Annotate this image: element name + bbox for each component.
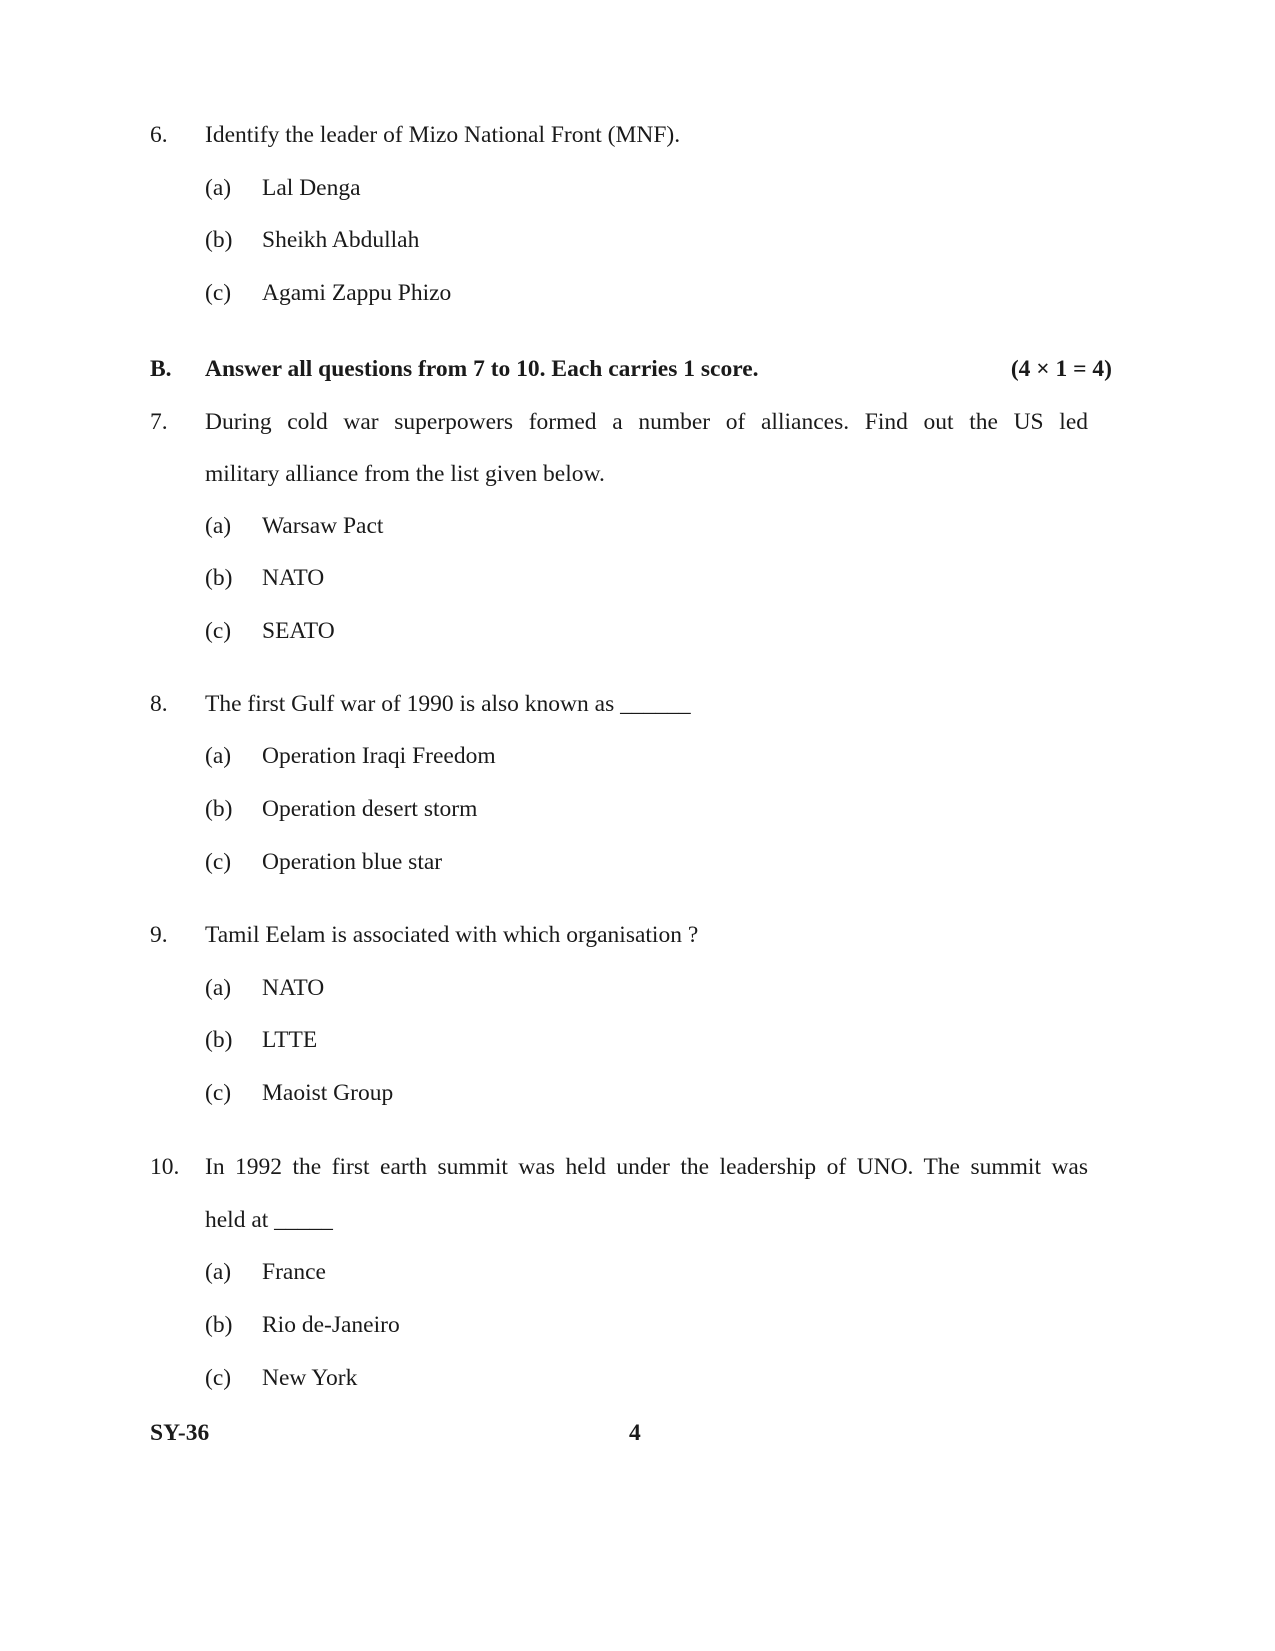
option-text: Operation Iraqi Freedom xyxy=(262,743,496,769)
question-text: Tamil Eelam is associated with which organisation ? xyxy=(205,922,699,948)
option-label: (a) xyxy=(205,1259,232,1285)
question-text-continued: held at _____ xyxy=(205,1207,333,1233)
option-text: Rio de-Janeiro xyxy=(262,1312,400,1338)
option-label: (c) xyxy=(205,1365,232,1391)
option-label: (c) xyxy=(205,1080,232,1106)
question-text: During cold war superpowers formed a number of alliances. Find out the US led xyxy=(205,409,1088,435)
option-label: (c) xyxy=(205,849,232,875)
option-text: NATO xyxy=(262,975,325,1001)
question-number: 6. xyxy=(150,122,168,148)
option-text: Operation blue star xyxy=(262,849,443,875)
option-text: Sheikh Abdullah xyxy=(262,227,420,253)
option-label: (b) xyxy=(205,565,233,591)
option-label: (b) xyxy=(205,796,233,822)
option-label: (a) xyxy=(205,743,232,769)
option-text: New York xyxy=(262,1365,358,1391)
question-text: In 1992 the first earth summit was held under the leadership of UNO. The summit was xyxy=(205,1154,1088,1180)
question-number: 9. xyxy=(150,922,168,948)
question-number: 8. xyxy=(150,691,168,717)
section-instruction: Answer all questions from 7 to 10. Each carries 1 score. xyxy=(205,356,759,382)
option-text: SEATO xyxy=(262,618,335,644)
option-label: (a) xyxy=(205,513,232,539)
option-text: Agami Zappu Phizo xyxy=(262,280,452,306)
question-text: Identify the leader of Mizo National Front (MNF). xyxy=(205,122,681,148)
option-text: Maoist Group xyxy=(262,1080,394,1106)
option-label: (b) xyxy=(205,1027,233,1053)
option-text: Operation desert storm xyxy=(262,796,478,822)
option-text: France xyxy=(262,1259,326,1285)
option-text: Warsaw Pact xyxy=(262,513,384,539)
option-label: (b) xyxy=(205,227,233,253)
option-label: (a) xyxy=(205,975,232,1001)
option-text: Lal Denga xyxy=(262,175,361,201)
option-label: (b) xyxy=(205,1312,233,1338)
question-number: 10. xyxy=(150,1154,180,1180)
question-number: 7. xyxy=(150,409,168,435)
section-marks: (4 × 1 = 4) xyxy=(1010,356,1112,382)
option-text: NATO xyxy=(262,565,325,591)
option-text: LTTE xyxy=(262,1027,318,1053)
paper-code: SY-36 xyxy=(150,1420,210,1446)
option-label: (c) xyxy=(205,618,232,644)
page-number: 4 xyxy=(629,1420,641,1446)
section-letter: B. xyxy=(150,356,172,382)
option-label: (a) xyxy=(205,175,232,201)
option-label: (c) xyxy=(205,280,232,306)
question-text-continued: military alliance from the list given below. xyxy=(205,461,605,487)
question-text: The first Gulf war of 1990 is also known as ______ xyxy=(205,691,691,717)
